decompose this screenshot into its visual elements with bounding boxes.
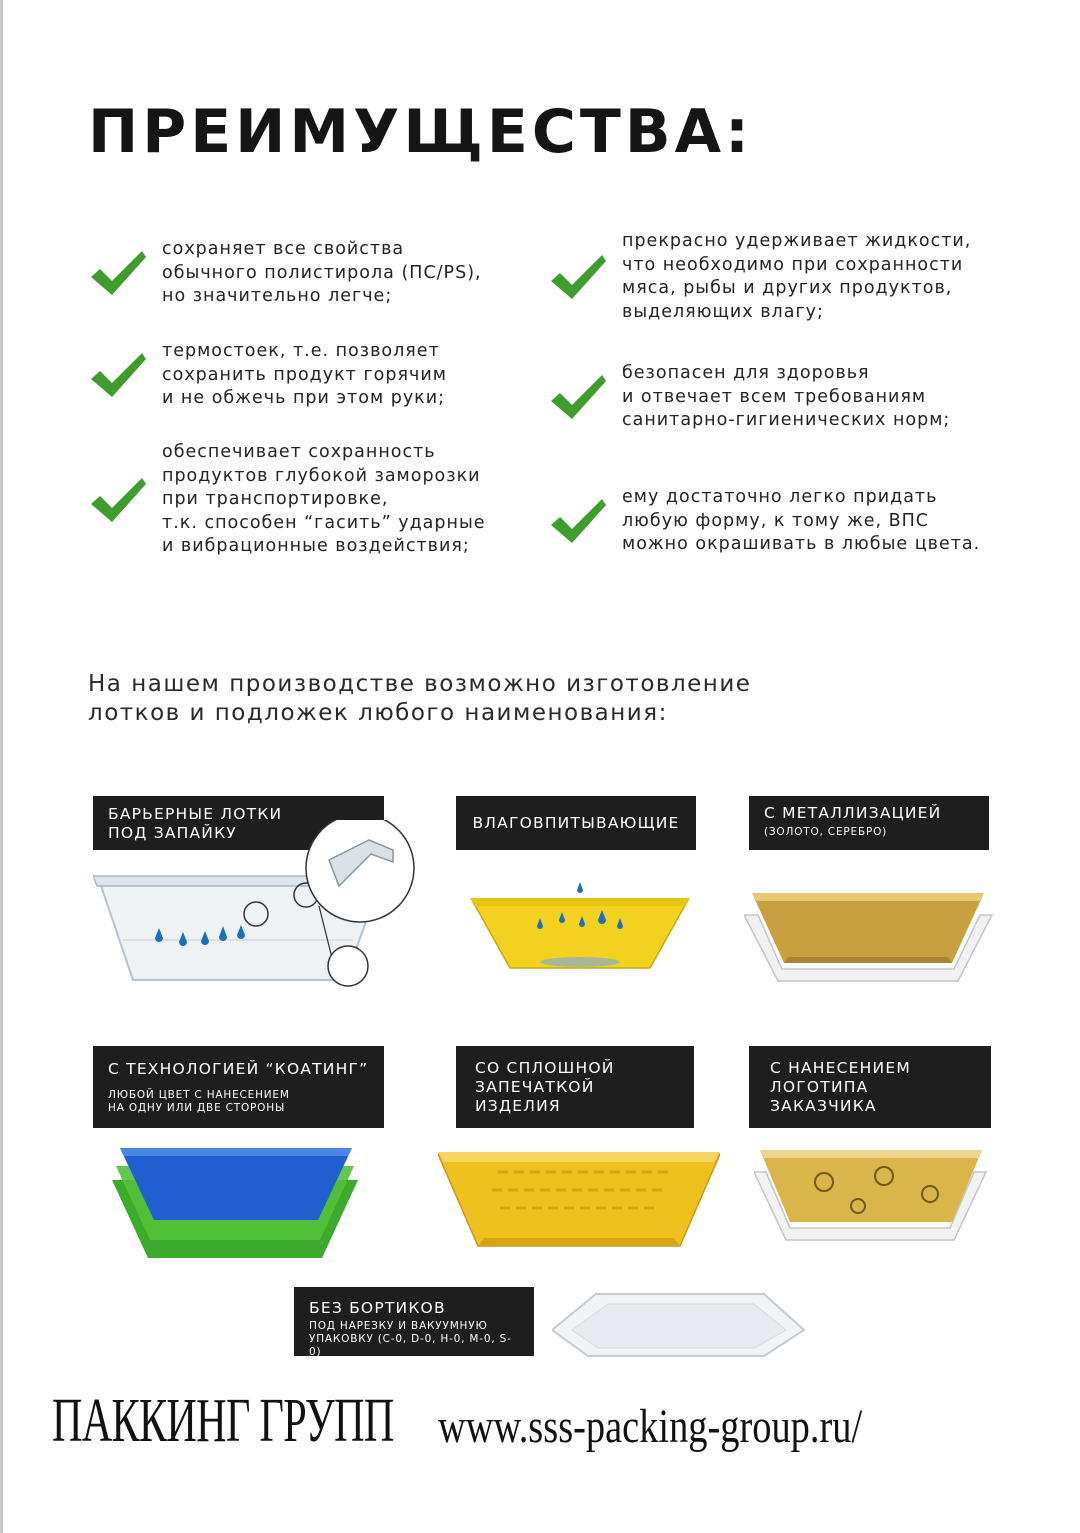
flat-tray-image — [552, 1290, 806, 1362]
full-print-tray-image — [438, 1142, 720, 1257]
company-logo-text: ПАККИНГ ГРУПП — [52, 1387, 394, 1455]
logo-print-tray-image — [754, 1142, 988, 1247]
benefit-text: сохраняет все свойства обычного полистирола (ПС/PS), но значительно легче; — [162, 239, 482, 306]
benefit-text: термостоек, т.е. позволяет сохранить продукт горячим и не обжечь при этом руки; — [162, 341, 447, 408]
benefit-item — [548, 362, 950, 433]
product-label-flat — [294, 1287, 534, 1356]
product-label-logo-print — [749, 1046, 991, 1128]
coating-tray-image — [112, 1140, 362, 1265]
label-subtitle: (ЗОЛОТО, СЕРЕБРО) — [764, 826, 888, 838]
benefit-text: прекрасно удерживает жидкости, что необходимо при сохранности мяса, рыбы и других продуктов, выделяющих влагу; — [622, 231, 972, 322]
checkmark-icon — [88, 345, 148, 405]
label-title: С МЕТАЛЛИЗАЦИЕЙ — [764, 804, 942, 822]
product-label-metallized — [749, 796, 989, 850]
barrier-tray-image — [93, 820, 423, 1000]
checkmark-icon — [548, 247, 608, 307]
benefit-item — [548, 486, 980, 557]
label-title: СО СПЛОШНОЙ ЗАПЕЧАТКОЙ ИЗДЕЛИЯ — [475, 1059, 615, 1115]
label-subtitle: ПОД НАРЕЗКУ И ВАКУУМНУЮ УПАКОВКУ (С-0, D-0, Н-0, М-0, S-0) — [309, 1320, 512, 1358]
website-link[interactable]: www.sss-packing-group.ru/ — [438, 1400, 863, 1453]
label-title: С ТЕХНОЛОГИЕЙ “КОАТИНГ” — [108, 1060, 369, 1078]
page-title: ПРЕИМУЩЕСТВА: — [88, 97, 754, 167]
label-title: С НАНЕСЕНИЕМ ЛОГОТИПА ЗАКАЗЧИКА — [770, 1059, 911, 1115]
checkmark-icon — [88, 470, 148, 530]
metallized-tray-image — [744, 885, 994, 990]
benefit-item — [88, 441, 486, 559]
label-title: БЕЗ БОРТИКОВ — [309, 1299, 446, 1317]
product-label-absorbent — [456, 796, 696, 850]
label-title: ВЛАГОВПИТЫВАЮЩИЕ — [472, 813, 680, 832]
benefit-item — [88, 238, 482, 309]
benefit-text: ему достаточно легко придать любую форму, к тому же, ВПС можно окрашивать в любые цвета. — [622, 487, 981, 554]
checkmark-icon — [548, 367, 608, 427]
benefit-text: обеспечивает сохранность продуктов глубокой заморозки при транспортировке, т.к. способен “гасить” ударные и вибрационные воздействия; — [162, 442, 486, 556]
production-intro: На нашем производстве возможно изготовление лотков и подложек любого наименования: — [88, 671, 752, 726]
benefit-text: безопасен для здоровья и отвечает всем требованиям санитарно-гигиенических норм; — [622, 363, 951, 430]
benefit-item — [548, 230, 971, 324]
checkmark-icon — [548, 491, 608, 551]
checkmark-icon — [88, 243, 148, 303]
absorbent-tray-image — [470, 880, 690, 980]
benefit-item — [88, 340, 447, 411]
label-subtitle: ЛЮБОЙ ЦВЕТ С НАНЕСЕНИЕМ НА ОДНУ ИЛИ ДВЕ СТОРОНЫ — [108, 1089, 290, 1114]
label-title: БАРЬЕРНЫЕ ЛОТКИ ПОД ЗАПАЙКУ — [108, 805, 283, 842]
page-edge — [0, 0, 3, 1533]
product-label-full-print — [456, 1046, 694, 1128]
product-label-coating — [93, 1046, 384, 1128]
